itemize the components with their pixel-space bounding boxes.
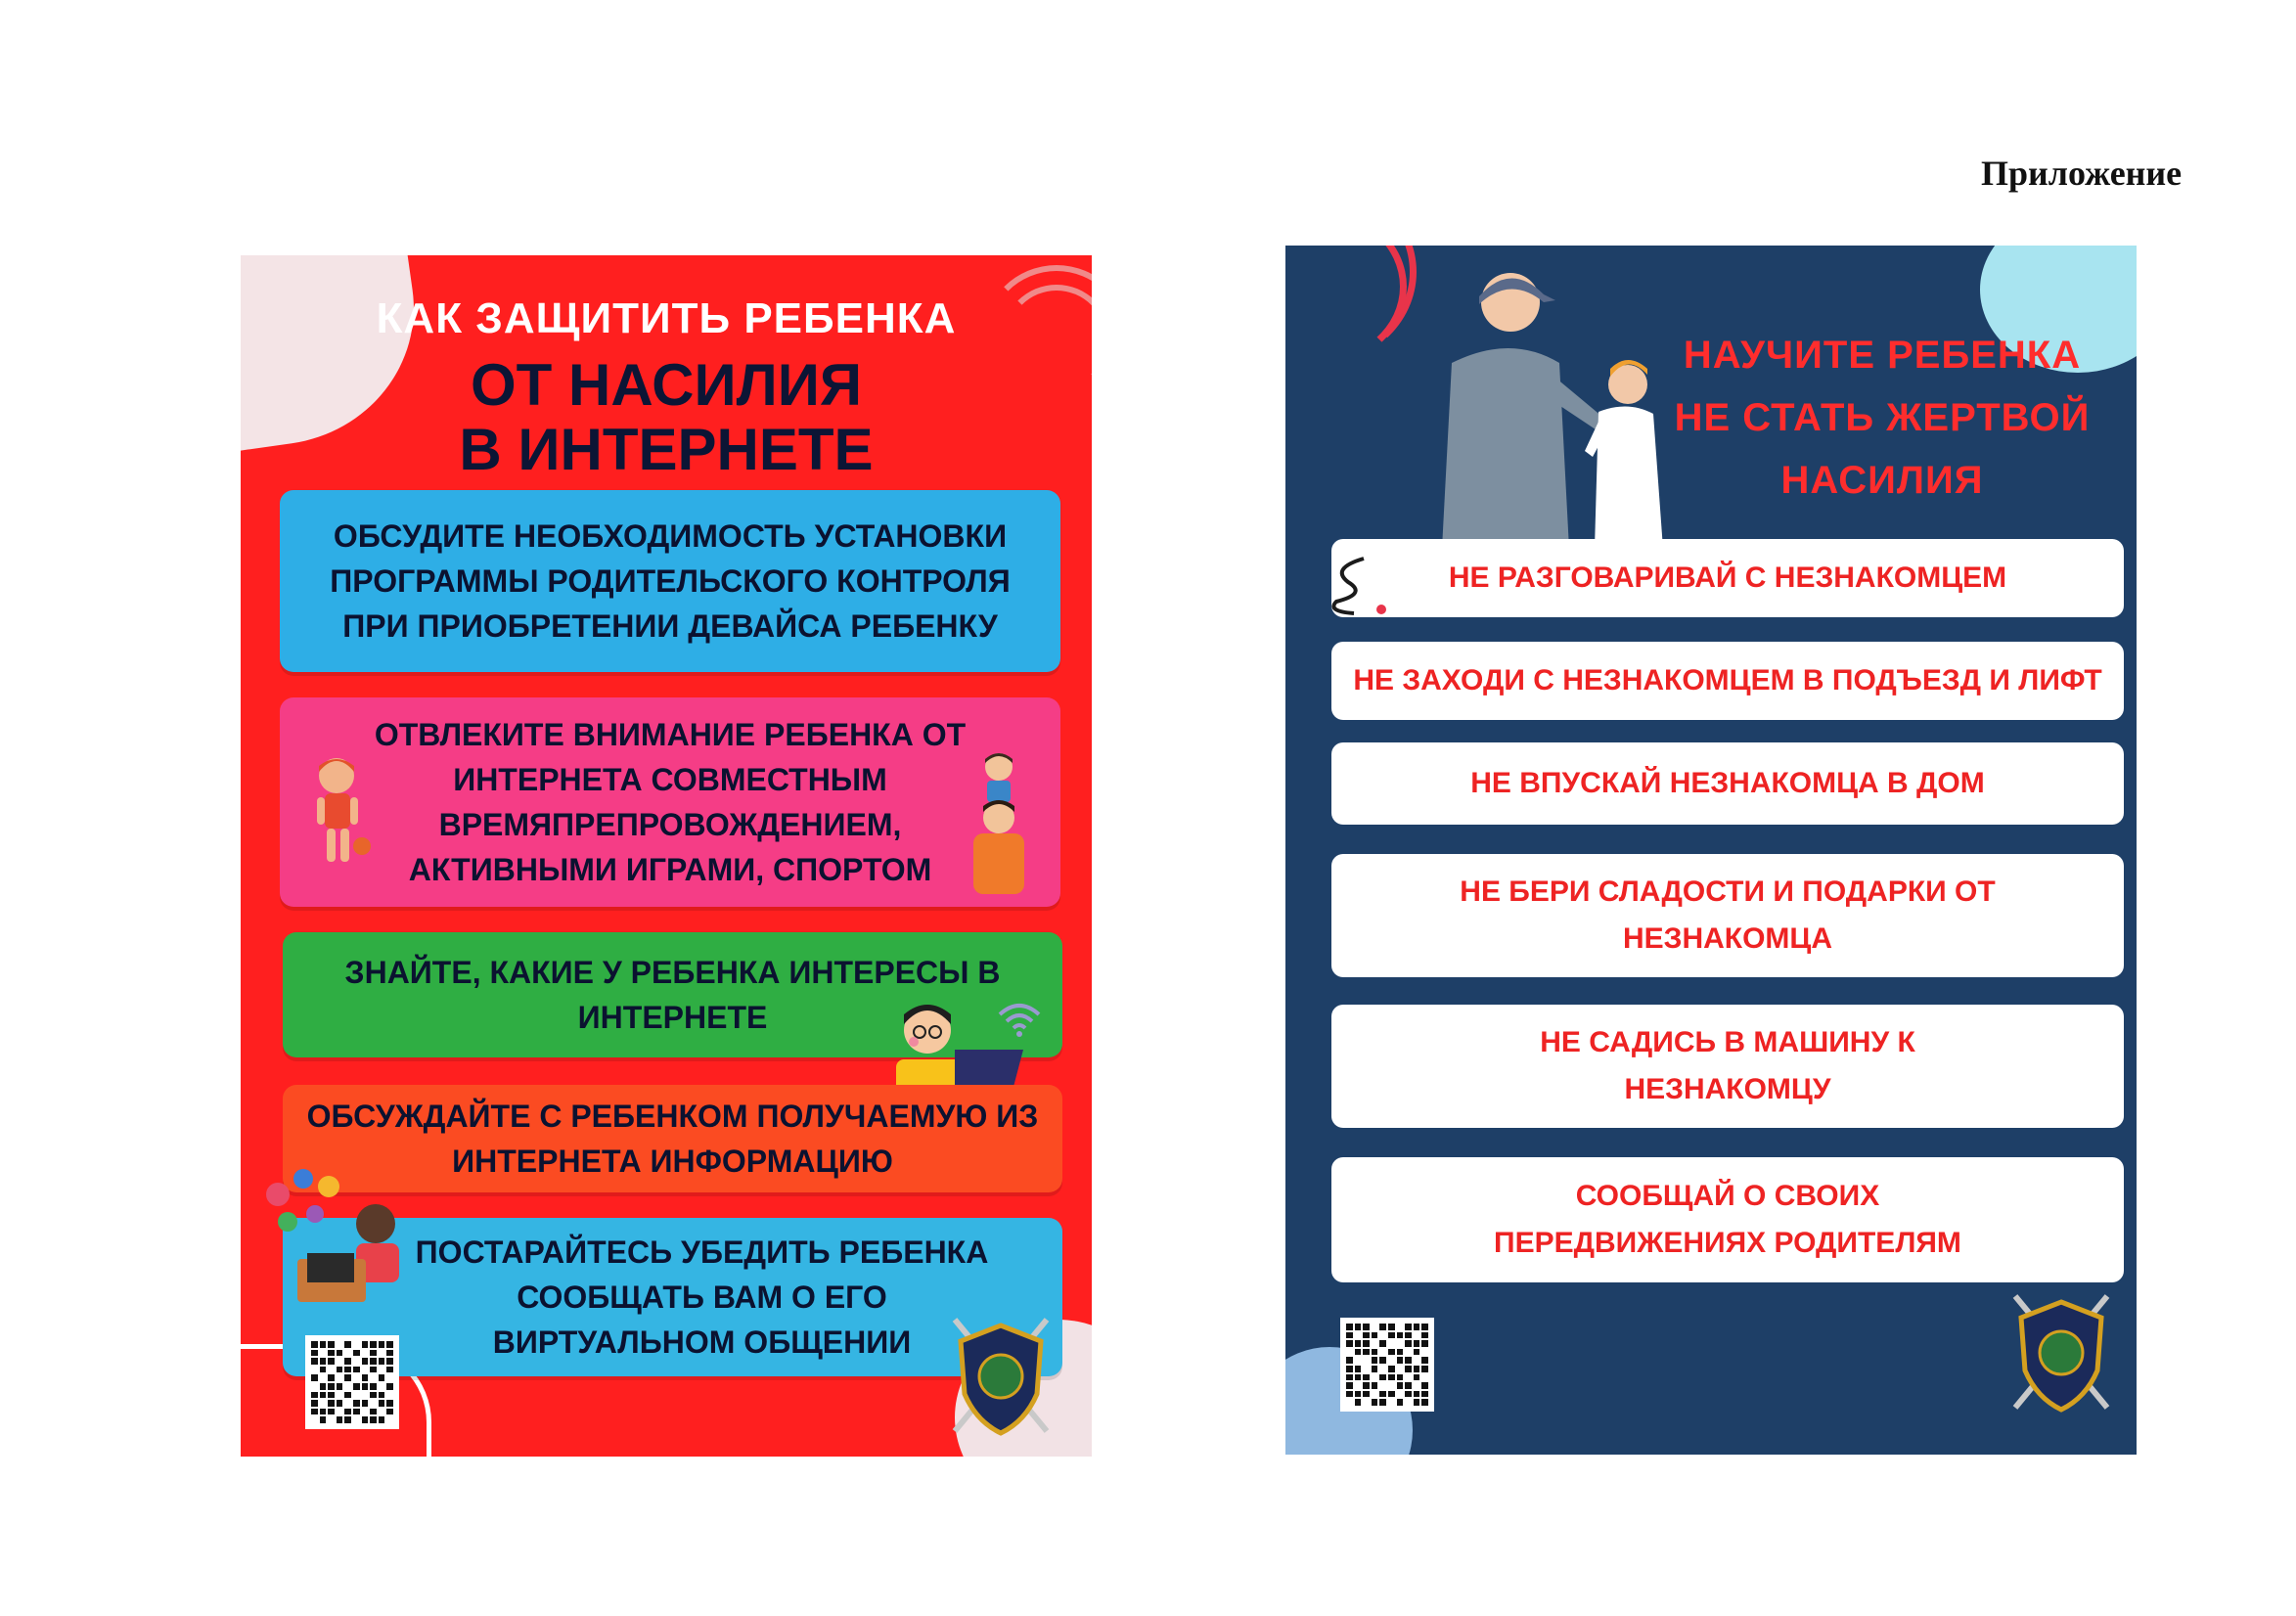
scribble-decoration <box>1325 549 1393 617</box>
tip-text: ИНТЕРНЕТЕ <box>577 1000 768 1035</box>
poster-title-line2: НЕ СТАТЬ ЖЕРТВОЙ <box>1674 396 2091 439</box>
tip-text: ВРЕМЯПРЕПРОВОЖДЕНИЕМ, <box>438 807 902 842</box>
poster-title <box>1638 324 2127 512</box>
rule-text: НЕ ВПУСКАЙ НЕЗНАКОМЦА В ДОМ <box>1470 767 1985 799</box>
tip-text: ВИРТУАЛЬНОМ ОБЩЕНИИ <box>492 1324 912 1360</box>
tip-text: ПРИ ПРИОБРЕТЕНИИ ДЕВАЙСА РЕБЕНКУ <box>342 608 998 644</box>
rule-text: СООБЩАЙ О СВОИХ <box>1575 1180 1880 1212</box>
poster-title-line1: НАУЧИТЕ РЕБЕНКА <box>1683 334 2082 377</box>
rule-box <box>1331 642 2124 720</box>
wifi-icon <box>994 999 1045 1038</box>
tip-box <box>280 697 1060 907</box>
tip-text: ПОСТАРАЙТЕСЬ УБЕДИТЬ РЕБЕНКА <box>415 1234 989 1270</box>
poster-title-line3: НАСИЛИЯ <box>1780 459 1984 502</box>
rule-box <box>1331 1157 2124 1282</box>
qr-code-icon <box>1340 1318 1434 1412</box>
tip-text: ИНТЕРНЕТА СОВМЕСТНЫМ <box>453 762 887 797</box>
rule-text: ПЕРЕДВИЖЕНИЯХ РОДИТЕЛЯМ <box>1494 1227 1961 1259</box>
poster-stranger-safety <box>1285 246 2137 1455</box>
poster-title-line1: КАК ЗАЩИТИТЬ РЕБЕНКА <box>376 294 957 342</box>
child-illustration <box>297 754 374 872</box>
tip-text: ОТВЛЕКИТЕ ВНИМАНИЕ РЕБЕНКА ОТ <box>374 717 967 752</box>
prosecutor-emblem-icon <box>2007 1288 2115 1415</box>
rule-box <box>1331 539 2124 617</box>
tip-text: ПРОГРАММЫ РОДИТЕЛЬСКОГО КОНТРОЛЯ <box>330 563 1011 599</box>
poster-internet-safety <box>241 255 1092 1457</box>
social-media-collage-illustration <box>258 1165 415 1312</box>
rule-text: НЕ ЗАХОДИ С НЕЗНАКОМЦЕМ В ПОДЪЕЗД И ЛИФТ <box>1353 664 2102 696</box>
appendix-label: Приложение <box>1981 154 2183 193</box>
poster-title-main <box>241 353 1092 482</box>
tip-text: ЗНАЙТЕ, КАКИЕ У РЕБЕНКА ИНТЕРЕСЫ В <box>344 955 1001 990</box>
tip-text: СООБЩАТЬ ВАМ О ЕГО <box>517 1279 887 1315</box>
poster-title-line3: В ИНТЕРНЕТЕ <box>459 417 874 482</box>
tip-text: АКТИВНЫМИ ИГРАМИ, СПОРТОМ <box>408 852 932 887</box>
family-illustration <box>960 749 1038 896</box>
rule-text: НЕЗНАКОМЦУ <box>1624 1073 1831 1105</box>
tip-text: ОБСУДИТЕ НЕОБХОДИМОСТЬ УСТАНОВКИ <box>333 518 1008 554</box>
qr-code-icon <box>305 1335 399 1429</box>
rule-box <box>1331 854 2124 977</box>
rule-box <box>1331 742 2124 825</box>
tip-text: ИЗ ИНТЕРНЕТА ИНФОРМАЦИЮ <box>452 1099 1039 1179</box>
tip-text: ОБСУЖДАЙТЕ С РЕБЕНКОМ ПОЛУЧАЕМУЮ <box>306 1099 988 1134</box>
rule-text: НЕ САДИСЬ В МАШИНУ К <box>1540 1026 1915 1058</box>
rule-box <box>1331 1005 2124 1128</box>
rule-text: НЕ БЕРИ СЛАДОСТИ И ПОДАРКИ ОТ <box>1460 875 1996 908</box>
rule-text: НЕ РАЗГОВАРИВАЙ С НЕЗНАКОМЦЕМ <box>1448 561 2007 594</box>
man-and-boy-illustration <box>1364 255 1677 549</box>
poster-title-line2: ОТ НАСИЛИЯ <box>471 352 862 418</box>
rule-text: НЕЗНАКОМЦА <box>1622 922 1832 955</box>
prosecutor-emblem-icon <box>947 1312 1055 1439</box>
tip-box <box>280 490 1060 672</box>
